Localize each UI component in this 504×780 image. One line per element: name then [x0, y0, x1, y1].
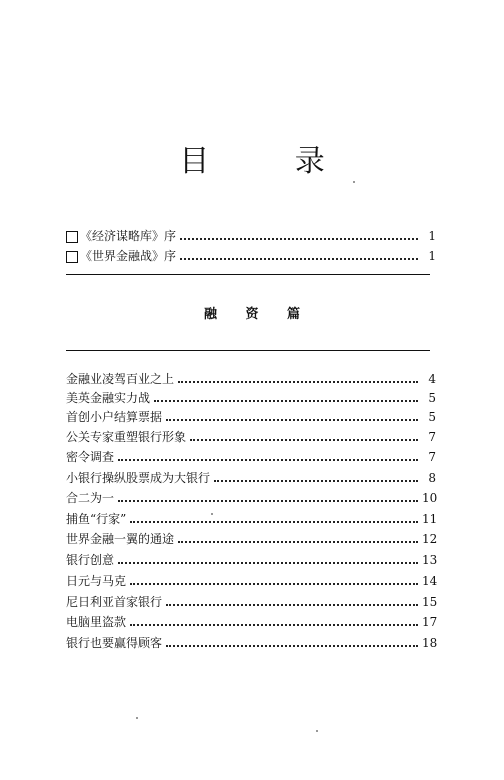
entry-label: 首创小户结算票据 — [66, 410, 163, 424]
toc-entry[interactable] — [66, 406, 436, 424]
page-number: 18 — [422, 636, 438, 650]
toc-entry[interactable] — [66, 446, 436, 464]
page-number: 4 — [428, 372, 436, 386]
dot-leader — [118, 500, 418, 502]
page-number: 7 — [428, 450, 436, 464]
toc-entry[interactable] — [66, 387, 436, 405]
toc-entry[interactable] — [66, 611, 436, 629]
entry-label: 银行创意 — [66, 553, 115, 567]
scan-speck — [136, 717, 138, 719]
entry-label: 公关专家重塑银行形象 — [66, 430, 187, 444]
entry-label: 世界金融一翼的通途 — [66, 532, 175, 546]
dot-leader — [180, 238, 418, 240]
scan-speck — [211, 513, 213, 515]
toc-entry[interactable] — [66, 570, 436, 588]
entry-label: 尼日利亚首家银行 — [66, 595, 163, 609]
page-number: 8 — [428, 471, 436, 485]
page-number: 5 — [428, 410, 436, 424]
preface-label: 《世界金融战》序 — [80, 249, 177, 263]
entry-label: 密令调查 — [66, 450, 115, 464]
dot-leader — [166, 645, 418, 647]
page-number: 13 — [422, 553, 438, 567]
toc-entry[interactable] — [66, 632, 436, 650]
toc-entry[interactable] — [66, 591, 436, 609]
dot-leader — [178, 381, 418, 383]
dot-leader — [130, 624, 418, 626]
page-number: 10 — [422, 491, 438, 505]
checkbox-icon — [66, 251, 78, 263]
divider-bottom — [66, 350, 430, 351]
page-number: 12 — [422, 532, 438, 546]
entry-label: 电脑里盗款 — [66, 615, 127, 629]
entry-label: 银行也要赢得顾客 — [66, 636, 163, 650]
toc-entry[interactable] — [66, 508, 436, 526]
toc-entry[interactable] — [66, 528, 436, 546]
dot-leader — [118, 562, 418, 564]
page-number: 1 — [428, 229, 436, 243]
page-number: 1 — [428, 249, 436, 263]
preface-row[interactable] — [66, 225, 436, 243]
dot-leader — [180, 258, 418, 260]
toc-entry[interactable] — [66, 426, 436, 444]
toc-entry[interactable] — [66, 467, 436, 485]
toc-entry[interactable] — [66, 487, 436, 505]
section-heading: 融 资 篇 — [203, 307, 313, 322]
dot-leader — [130, 521, 418, 523]
page-number: 17 — [422, 615, 438, 629]
preface-row[interactable] — [66, 245, 436, 263]
scan-speck — [353, 181, 355, 183]
page-number: 14 — [422, 574, 438, 588]
toc-entry[interactable] — [66, 549, 436, 567]
dot-leader — [214, 480, 418, 482]
dot-leader — [190, 439, 418, 441]
page-number: 15 — [422, 595, 438, 609]
entry-label: 合二为一 — [66, 491, 115, 505]
dot-leader — [154, 400, 418, 402]
entry-label: 金融业凌驾百业之上 — [66, 372, 175, 386]
page-number: 5 — [428, 391, 436, 405]
page-number: 7 — [428, 430, 436, 444]
dot-leader — [118, 459, 418, 461]
dot-leader — [130, 583, 418, 585]
page-number: 11 — [422, 512, 438, 526]
entry-label: 捕鱼“行家” — [66, 512, 127, 526]
entry-label: 日元与马克 — [66, 574, 127, 588]
divider-top — [66, 274, 430, 275]
preface-label: 《经济谋略库》序 — [80, 229, 177, 243]
dot-leader — [178, 541, 418, 543]
dot-leader — [166, 604, 418, 606]
toc-entry[interactable] — [66, 368, 436, 386]
dot-leader — [166, 419, 418, 421]
entry-label: 美英金融实力战 — [66, 391, 151, 405]
checkbox-icon — [66, 231, 78, 243]
scan-speck — [316, 730, 318, 732]
page-title: 目 录 — [179, 144, 363, 179]
entry-label: 小银行操纵股票成为大银行 — [66, 471, 211, 485]
